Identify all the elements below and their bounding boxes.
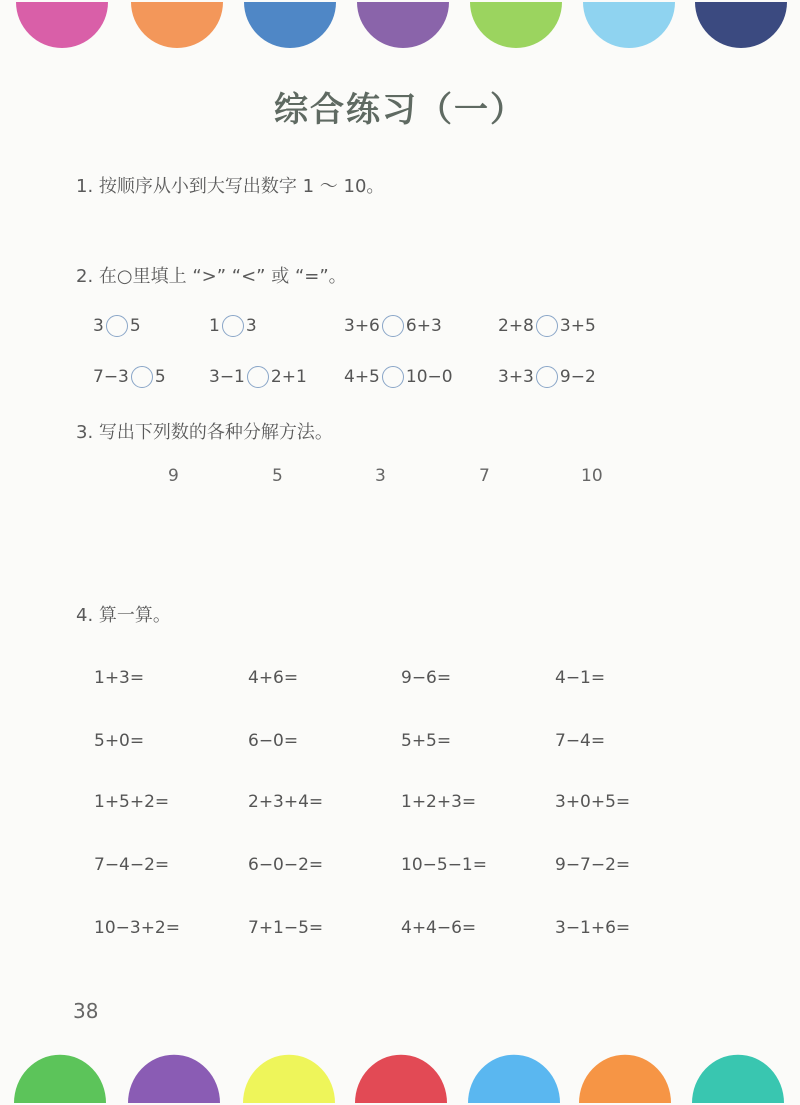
calc-item[interactable]: 4−1= [555,668,606,688]
answer-circle[interactable] [106,315,128,337]
calc-item[interactable]: 9−6= [401,668,452,688]
calc-item[interactable]: 7+1−5= [248,918,324,938]
color-bowl [244,2,336,48]
calc-item[interactable]: 1+2+3= [401,792,477,812]
color-bowl [579,1055,671,1103]
bottom-decoration [0,1045,800,1105]
decompose-number: 5 [272,466,283,486]
calc-item[interactable]: 1+3= [94,668,145,688]
calc-item[interactable]: 4+4−6= [401,918,477,938]
top-decoration [0,0,800,60]
color-bowl [695,2,787,48]
compare-item: 7−3 5 [93,367,166,387]
answer-circle[interactable] [382,315,404,337]
calc-item[interactable]: 7−4−2= [94,855,170,875]
compare-item: 3−1 2+1 [209,367,307,387]
color-bowl [357,2,449,48]
calc-item[interactable]: 6−0= [248,731,299,751]
color-bowl [128,1055,220,1103]
answer-circle[interactable] [536,315,558,337]
decompose-number: 9 [168,466,179,486]
calc-item[interactable]: 6−0−2= [248,855,324,875]
question-4: 4. 算一算。 [76,605,171,626]
calc-item[interactable]: 2+3+4= [248,792,324,812]
compare-item: 1 3 [209,316,257,336]
question-1: 1. 按顺序从小到大写出数字 1 ～ 10。 [76,176,385,197]
color-bowl [468,1055,560,1103]
color-bowl [14,1055,106,1103]
calc-item[interactable]: 5+0= [94,731,145,751]
answer-circle[interactable] [247,366,269,388]
compare-item: 2+8 3+5 [498,316,596,336]
answer-circle[interactable] [222,315,244,337]
color-bowl [16,2,108,48]
answer-circle[interactable] [382,366,404,388]
page-title: 综合练习（一） [274,90,526,130]
question-2: 2. 在○里填上 “>” “<” 或 “=”。 [76,266,347,287]
answer-circle[interactable] [131,366,153,388]
calc-item[interactable]: 1+5+2= [94,792,170,812]
color-bowl [470,2,562,48]
page-number: 38 [73,999,99,1023]
calc-item[interactable]: 10−5−1= [401,855,487,875]
calc-item[interactable]: 3−1+6= [555,918,631,938]
color-bowl [355,1055,447,1103]
decompose-number: 3 [375,466,386,486]
calc-item[interactable]: 10−3+2= [94,918,180,938]
compare-item: 3+6 6+3 [344,316,442,336]
decompose-number: 7 [479,466,490,486]
calc-item[interactable]: 4+6= [248,668,299,688]
color-bowl [243,1055,335,1103]
color-bowl [131,2,223,48]
compare-item: 4+5 10−0 [344,367,453,387]
compare-item: 3 5 [93,316,141,336]
color-bowl [692,1055,784,1103]
calc-item[interactable]: 3+0+5= [555,792,631,812]
question-3: 3. 写出下列数的各种分解方法。 [76,422,333,443]
compare-item: 3+3 9−2 [498,367,596,387]
answer-circle[interactable] [536,366,558,388]
calc-item[interactable]: 5+5= [401,731,452,751]
calc-item[interactable]: 9−7−2= [555,855,631,875]
calc-item[interactable]: 7−4= [555,731,606,751]
color-bowl [583,2,675,48]
decompose-number: 10 [581,466,603,486]
